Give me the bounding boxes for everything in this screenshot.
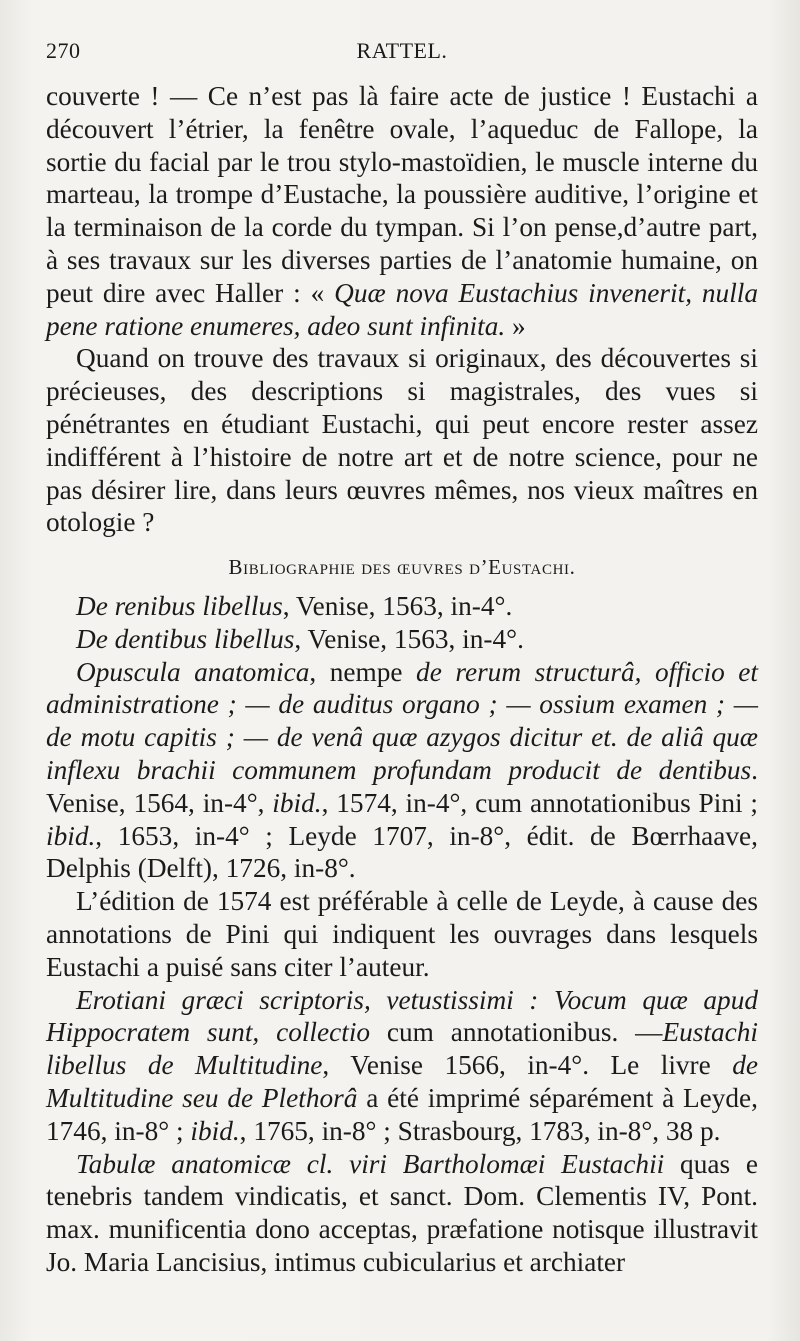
quote-close: » xyxy=(505,310,526,341)
bib-ibid: ibid. xyxy=(272,787,322,818)
bib-entry-tabulae xyxy=(46,1148,758,1279)
bib-details: , Venise, 1563, in-4°. xyxy=(282,590,513,621)
bib-title: Erotiani græci scriptoris, vetustissimi : Vocum quæ apud Hippocratem sunt, collectio xyxy=(46,984,758,1048)
bib-title: de Multitudine seu de Plethorâ xyxy=(46,1050,758,1113)
bib-title: Opuscula anatomica xyxy=(76,656,310,687)
bib-entry-de-dentibus xyxy=(46,623,758,656)
bib-title: De renibus libellus xyxy=(76,590,283,621)
page-header xyxy=(46,38,758,74)
bibliography-heading: Bibliographie des œuvres d’Eustachi. xyxy=(228,555,576,580)
haller-quote: Quæ nova Eustachius invenerit, nulla pene ratione enumeres, adeo sunt infinita. xyxy=(46,277,759,341)
paragraph-text: couverte ! — Ce n’est pas là faire acte de justice ! Eustachi a découvert l’étrier, la fenêtre ovale, l’aqueduc de Fallope, la sortie du facial par le trou stylo-mastoïdien, le muscle interne du marteau, la trompe d’Eustache, la poussière auditive, l’origine et la terminaison de la corde du tympan. Si l’on pense,d’autre part, à ses travaux sur les diverses parties de l’anatomie humaine, on peut dire avec Haller : « xyxy=(46,81,758,308)
bib-title: Tabulæ anatomicæ cl. viri Bartholomæi Eustachii xyxy=(76,1148,665,1179)
paragraph-eustachi-discoveries xyxy=(46,80,758,342)
page-number: 270 xyxy=(46,38,81,63)
bib-text: , 1765, in-8° ; Strasbourg, 1783, in-8°, 38 p. xyxy=(239,1115,721,1146)
bib-text: . Venise, 1564, in-4°, xyxy=(46,754,758,818)
page-body xyxy=(46,80,758,1279)
bib-ibid: ibid. xyxy=(46,820,96,851)
bib-title: De dentibus libellus xyxy=(76,623,295,654)
running-head: RATTEL. xyxy=(356,38,448,63)
bib-text: cum annotationibus. — xyxy=(370,1017,663,1048)
bib-text: , Venise 1566, in-4°. Le livre xyxy=(322,1050,733,1081)
bib-contents: de rerum structurâ, officio et administratione ; — de auditus organo ; — ossium examen ; — de motu capitis ; — de venâ quæ azygos dicitur et. de aliâ quæ inflexu brachii communem profundam producit de dentibus xyxy=(46,656,758,785)
bib-text: a été imprimé séparément à Leyde, 1746, in-8° ; xyxy=(46,1082,758,1146)
bib-text: , 1653, in-4° ; Leyde 1707, in-8°, édit. de Bœrrhaave, Delphis (Delft), 1726, in-8°. xyxy=(46,820,758,884)
bib-text: quas e tenebris tandem vindicatis, et sanct. Dom. Clementis IV, Pont. max. munificentia dono acceptas, præfatione notisque illustravit Jo. Maria Lancisius, intimus cubicularius et archiater xyxy=(46,1148,758,1277)
bib-text: , 1574, in-4°, cum annotationibus Pini ; xyxy=(321,787,758,818)
bib-entry-erotiani xyxy=(46,984,758,1148)
bib-details: , Venise, 1563, in-4°. xyxy=(294,623,524,654)
paragraph-edition-note: L’édition de 1574 est préférable à celle de Leyde, à cause des annotations de Pini qui indiquent les ouvrages dans lesquels Eustachi a puisé sans citer l’auteur. xyxy=(46,886,758,982)
bib-entry-de-renibus xyxy=(46,590,758,623)
paragraph-otology: Quand on trouve des travaux si originaux, des découvertes si précieuses, des descriptions si magistrales, des vues si pénétrantes en étudiant Eustachi, qui peut encore rester assez indifférent à l’histoire de notre art et de notre science, pour ne pas désirer lire, dans leurs œuvres mêmes, nos vieux maîtres en otologie ? xyxy=(46,343,758,538)
bib-title: Eustachi libellus de Multitudine xyxy=(46,1017,758,1081)
bib-text: , nempe xyxy=(309,656,417,687)
bib-entry-opuscula xyxy=(46,656,758,886)
bib-ibid: ibid. xyxy=(190,1115,240,1146)
